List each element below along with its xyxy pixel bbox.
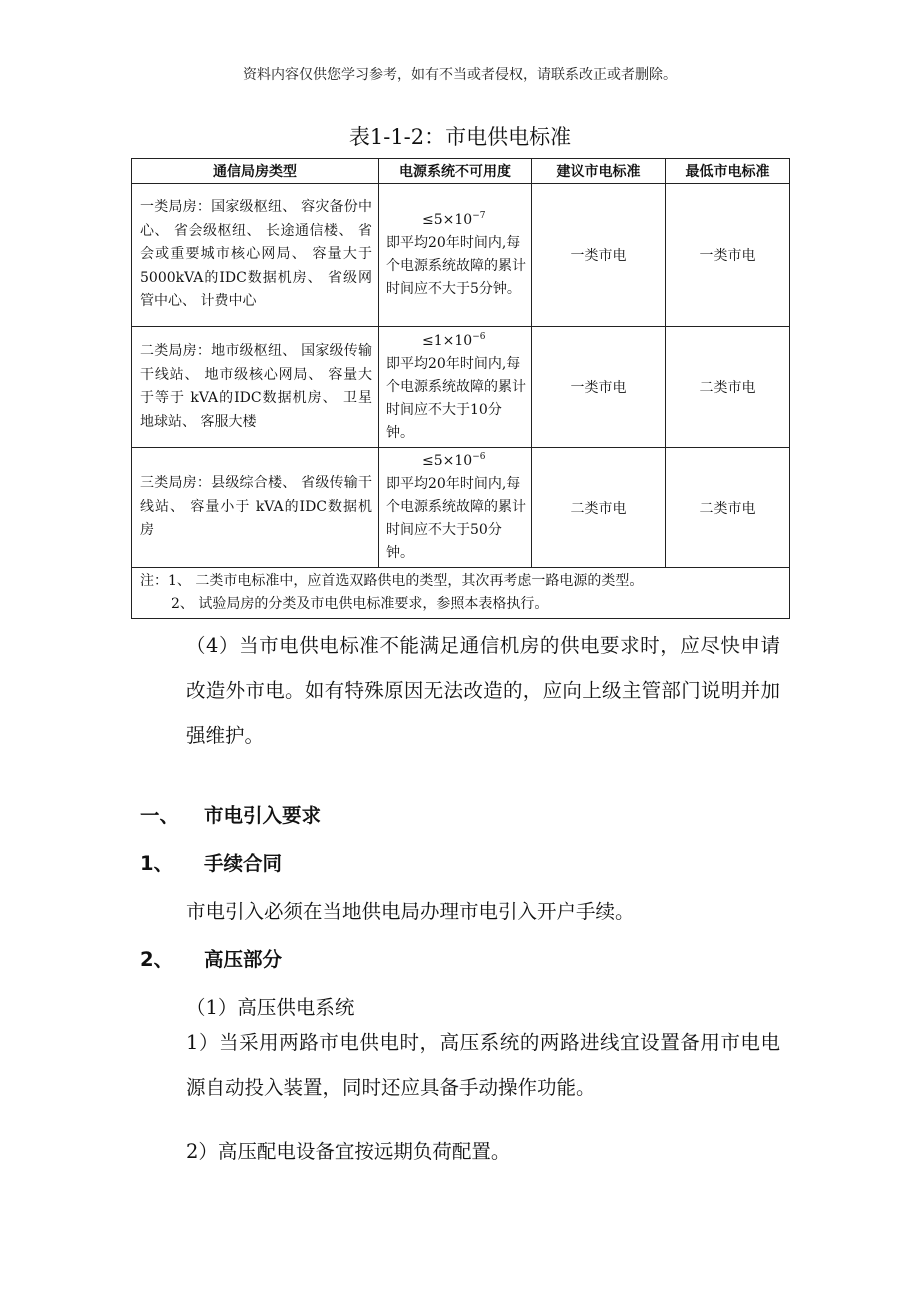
availability-limit: $\le 5\times 10^{-6}$ [422, 452, 486, 469]
availability-limit: $\le 1\times 10^{-6}$ [422, 331, 486, 349]
paragraph-hv-2: 2）高压配电设备宜按远期负荷配置。 [186, 1140, 511, 1163]
col-header-category: 通信局房类型 [132, 159, 379, 184]
availability-cell [379, 448, 532, 568]
subsection-number: 2、 [140, 948, 174, 971]
category-cell: 一类局房：国家级枢纽、 容灾备份中心、 省会级枢纽、 长途通信楼、 省会或重要城市核心网局、 容量大于5000kVA的IDC数据机房、 省级网管中心、 计费中心 [132, 184, 379, 327]
category-cell: 二类局房：地市级枢纽、 国家级传输干线站、 地市级核心网局、 容量大于等于 kVA的IDC数据机房、 卫星地球站、 客服大楼 [132, 327, 379, 448]
table-title: 表1-1-2：市电供电标准 [348, 125, 572, 149]
table-notes [132, 568, 790, 619]
paragraph-4: （4）当市电供电标准不能满足通信机房的供电要求时，应尽快申请改造外市电。如有特殊原因无法改造的，应向上级主管部门说明并加强维护。 [186, 634, 780, 747]
table-header-row [132, 159, 790, 184]
table-row [132, 448, 790, 568]
paragraph-hv-1: 1）当采用两路市电供电时，高压系统的两路进线宜设置备用市电电源自动投入装置，同时还应具备手动操作功能。 [186, 1031, 780, 1099]
minimum-cell: 二类市电 [666, 448, 790, 568]
section-title: 市电引入要求 [204, 804, 322, 827]
subsection-title: 手续合同 [204, 852, 283, 875]
paragraph-procedure: 市电引入必须在当地供电局办理市电引入开户手续。 [186, 900, 635, 923]
minimum-cell: 二类市电 [666, 327, 790, 448]
col-header-minimum: 最低市电标准 [666, 159, 790, 184]
item-hv-system: （1）高压供电系统 [186, 996, 355, 1019]
availability-desc: 即平均20年时间内,每个电源系统故障的累计时间应不大于5分钟。 [386, 235, 526, 297]
subsection-heading-1 [140, 849, 282, 879]
section-number: 一、 [140, 804, 180, 827]
availability-limit: $\le 5\times 10^{-7}$ [422, 211, 486, 228]
availability-desc: 即平均20年时间内,每个电源系统故障的累计时间应不大于50分钟。 [386, 476, 526, 561]
power-standard-table [131, 158, 790, 619]
col-header-recommended: 建议市电标准 [532, 159, 666, 184]
table-note-2: 2、 试验局房的分类及市电供电标准要求，参照本表格执行。 [171, 596, 549, 612]
subsection-title: 高压部分 [204, 948, 283, 971]
availability-cell [379, 184, 532, 327]
recommended-cell: 一类市电 [532, 327, 666, 448]
table-note-1: 注：1、 二类市电标准中，应首选双路供电的类型，其次再考虑一路电源的类型。 [140, 573, 644, 589]
minimum-cell: 一类市电 [666, 184, 790, 327]
subsection-number: 1、 [140, 852, 174, 875]
recommended-cell: 一类市电 [532, 184, 666, 327]
table-row [132, 327, 790, 448]
section-heading-1 [140, 801, 321, 831]
subsection-heading-2 [140, 945, 282, 975]
copyright-notice: 资料内容仅供您学习参考，如有不当或者侵权，请联系改正或者删除。 [243, 67, 677, 83]
col-header-availability: 电源系统不可用度 [379, 159, 532, 184]
availability-cell [379, 327, 532, 448]
availability-desc: 即平均20年时间内,每个电源系统故障的累计时间应不大于10分钟。 [386, 355, 526, 441]
category-cell: 三类局房：县级综合楼、 省级传输干线站、 容量小于 kVA的IDC数据机房 [132, 448, 379, 568]
recommended-cell: 二类市电 [532, 448, 666, 568]
table-notes-row [132, 568, 790, 619]
table-row [132, 184, 790, 327]
